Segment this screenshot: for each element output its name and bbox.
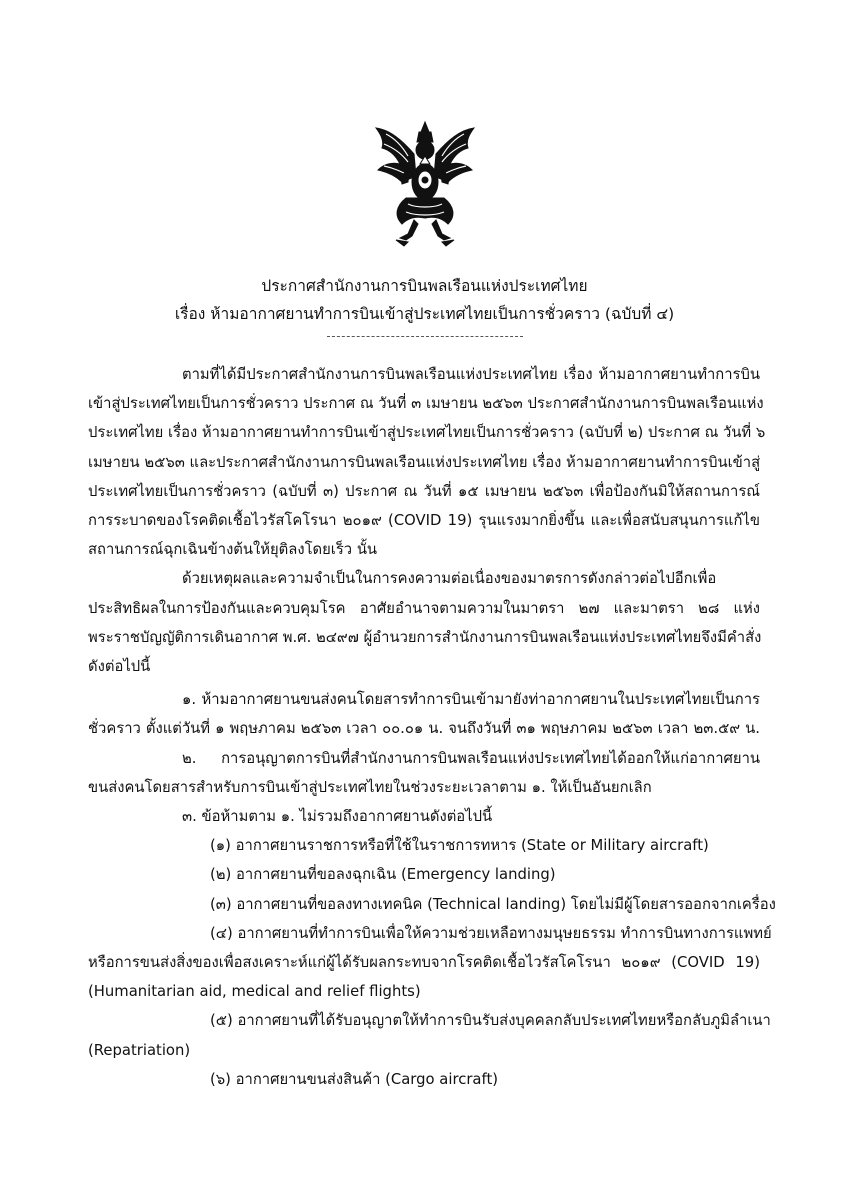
announcement-body: [88, 360, 776, 1094]
announcement-title: [0, 272, 849, 328]
garuda-emblem-icon: [372, 120, 478, 250]
sub-item-5: (๕) อากาศยานที่ได้รับอนุญาตให้ทำการบินรับส่งบุคคลกลับประเทศไทยหรือกลับภูมิลำเนา: [210, 1012, 771, 1030]
para1-line: สถานการณ์ฉุกเฉินข้างต้นให้ยุติลงโดยเร็ว นั้น: [88, 541, 378, 559]
title-line-1: ประกาศสำนักงานการบินพลเรือนแห่งประเทศไทย: [261, 277, 588, 295]
item3-line: ๓. ข้อห้ามตาม ๑. ไม่รวมถึงอากาศยานดังต่อไปนี้: [182, 808, 493, 826]
item2-line: ขนส่งคนโดยสารสำหรับการบินเข้าสู่ประเทศไทยในช่วงระยะเวลาตาม ๑. ให้เป็นอันยกเลิก: [88, 778, 652, 796]
para1-line: ประเทศไทย เรื่อง ห้ามอากาศยานทำการบินเข้าสู่ประเทศไทยเป็นการชั่วคราว (ฉบับที่ ๒) ประกาศ ณ วันที่ ๖: [88, 424, 766, 442]
sub-item-1: (๑) อากาศยานราชการหรือที่ใช้ในราชการทหาร (State or Military aircraft): [210, 837, 709, 855]
para1-line: ตามที่ได้มีประกาศสำนักงานการบินพลเรือนแห่งประเทศไทย เรื่อง ห้ามอากาศยานทำการบิน: [182, 366, 760, 383]
sub-item-6: (๖) อากาศยานขนส่งสินค้า (Cargo aircraft): [210, 1070, 499, 1088]
sub-item-4-cont: (Humanitarian aid, medical and relief flights): [88, 983, 421, 1001]
para2-line: ประสิทธิผลในการป้องกันและควบคุมโรค อาศัยอำนาจตามความในมาตรา ๒๗ และมาตรา ๒๘ แห่ง: [88, 599, 760, 617]
item1-line: ๑. ห้ามอากาศยานขนส่งคนโดยสารทำการบินเข้ามายังท่าอากาศยานในประเทศไทยเป็นการ: [182, 691, 760, 709]
title-line-2: เรื่อง ห้ามอากาศยานทำการบินเข้าสู่ประเทศไทยเป็นการชั่วคราว (ฉบับที่ ๔): [174, 305, 675, 323]
para1-line: เข้าสู่ประเทศไทยเป็นการชั่วคราว ประกาศ ณ วันที่ ๓ เมษายน ๒๕๖๓ ประกาศสำนักงานการบินพลเรือนแห่ง: [88, 395, 764, 413]
para1-line: ประเทศไทยเป็นการชั่วคราว (ฉบับที่ ๓) ประกาศ ณ วันที่ ๑๕ เมษายน ๒๕๖๓ เพื่อป้องกันมิให้สถานการณ์: [88, 482, 760, 500]
para1-line: การระบาดของโรคติดเชื้อไวรัสโคโรนา ๒๐๑๙ (COVID 19) รุนแรงมากยิ่งขึ้น และเพื่อสนับสนุนการแก้ไข: [88, 512, 760, 530]
para2-line: ด้วยเหตุผลและความจำเป็นในการคงความต่อเนื่องของมาตรการดังกล่าวต่อไปอีกเพื่อ: [182, 570, 717, 588]
para2-line: ดังต่อไปนี้: [88, 658, 151, 676]
sub-item-4-cont: หรือการขนส่งสิ่งของเพื่อสงเคราะห์แก่ผู้ได้รับผลกระทบจากโรคติดเชื้อไวรัสโคโรนา ๒๐๑๙ (COVID 19): [88, 954, 760, 972]
sub-item-4: (๔) อากาศยานที่ทำการบินเพื่อให้ความช่วยเหลือทางมนุษยธรรม ทำการบินทางการแพทย์: [210, 924, 772, 942]
sub-item-3: (๓) อากาศยานที่ขอลงทางเทคนิค (Technical landing) โดยไม่มีผู้โดยสารออกจากเครื่อง: [210, 895, 776, 913]
title-divider: [327, 336, 523, 337]
sub-item-2: (๒) อากาศยานที่ขอลงฉุกเฉิน (Emergency landing): [210, 866, 556, 884]
para1-line: เมษายน ๒๕๖๓ และประกาศสำนักงานการบินพลเรือนแห่งประเทศไทย เรื่อง ห้ามอากาศยานทำการบินเข้าสู่: [88, 453, 761, 471]
item1-line: ชั่วคราว ตั้งแต่วันที่ ๑ พฤษภาคม ๒๕๖๓ เวลา ๐๐.๐๑ น. จนถึงวันที่ ๓๑ พฤษภาคม ๒๕๖๓ เวลา ๒๓.๕๙ น.: [88, 720, 760, 738]
item2-line: ๒. การอนุญาตการบินที่สำนักงานการบินพลเรือนแห่งประเทศไทยได้ออกให้แก่อากาศยาน: [182, 749, 760, 767]
para2-line: พระราชบัญญัติการเดินอากาศ พ.ศ. ๒๔๙๗ ผู้อำนวยการสำนักงานการบินพลเรือนแห่งประเทศไทยจึงมีคำสั่ง: [88, 628, 762, 646]
sub-item-5-cont: (Repatriation): [88, 1041, 191, 1059]
